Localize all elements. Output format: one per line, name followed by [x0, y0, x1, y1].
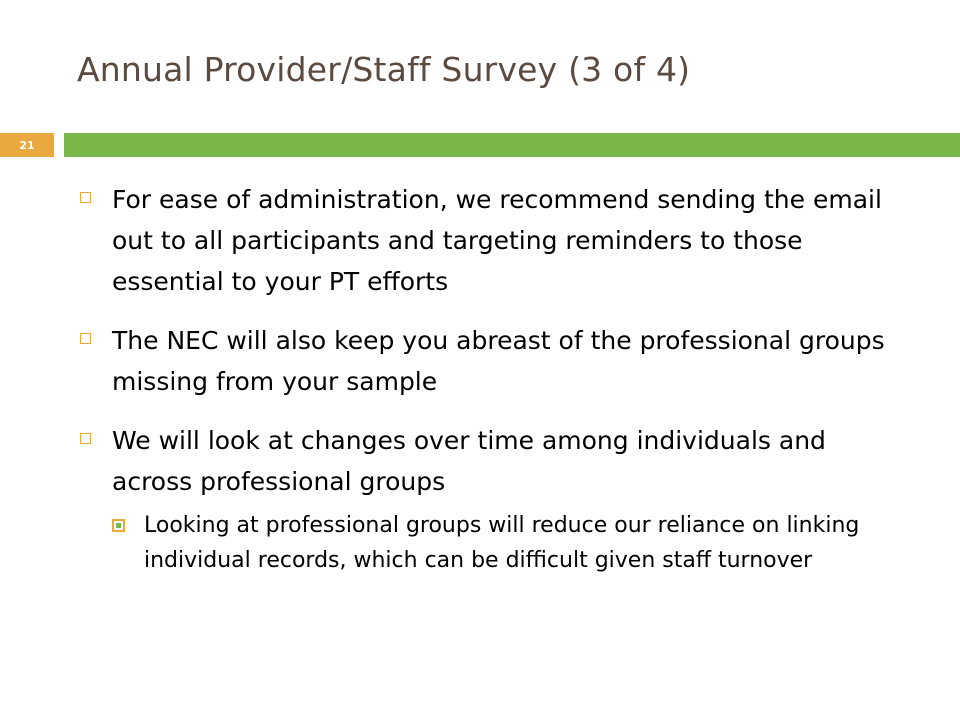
- slide-content: [78, 179, 898, 578]
- sub-bullet-text: Looking at professional groups will reduce our reliance on linking individual records, which can be difficult given staff turnover: [144, 513, 860, 573]
- header-rule-bar: [64, 133, 960, 157]
- bullet-item: [78, 320, 898, 402]
- square-bullet-icon: [80, 333, 91, 344]
- slide-title: Annual Provider/Staff Survey (3 of 4): [77, 50, 691, 89]
- sub-bullet-item: [112, 508, 898, 578]
- square-bullet-icon: [80, 192, 91, 203]
- bullet-text: We will look at changes over time among individuals and across professional groups: [112, 426, 826, 496]
- square-bullet-icon: [80, 433, 91, 444]
- bullet-text: The NEC will also keep you abreast of the professional groups missing from your sample: [112, 326, 885, 396]
- page-number-badge: [0, 133, 54, 157]
- bullet-item: [78, 179, 898, 302]
- filled-square-bullet-icon: [112, 519, 125, 532]
- page-number: 21: [19, 138, 35, 152]
- bullet-text: For ease of administration, we recommend sending the email out to all participants and targeting reminders to those essential to your PT efforts: [112, 185, 882, 296]
- bullet-item: [78, 420, 898, 502]
